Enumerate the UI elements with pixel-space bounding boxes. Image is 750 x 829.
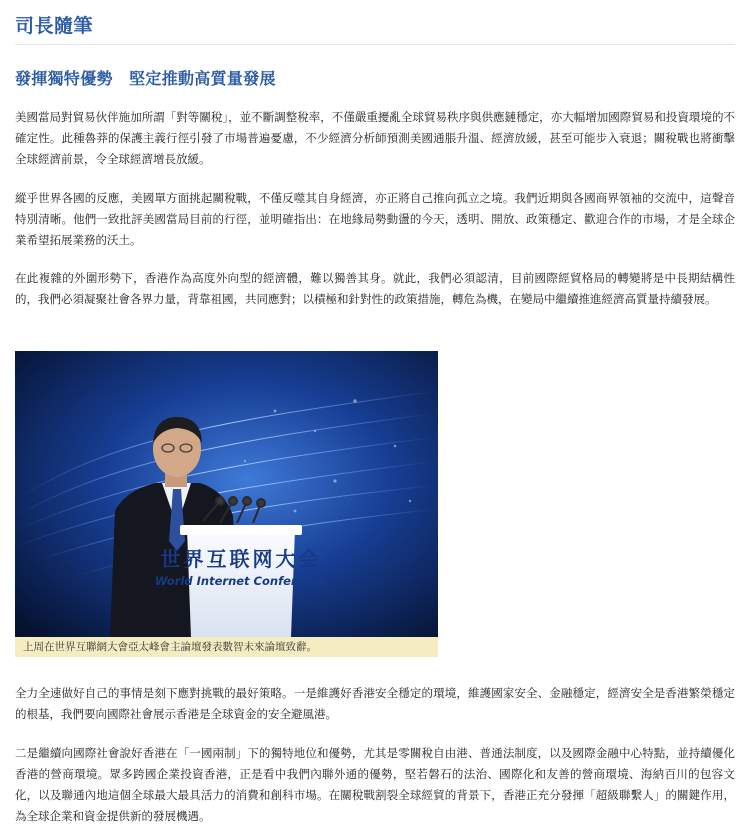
article-paragraph-3: 在此複雜的外圍形勢下，香港作為高度外向型的經濟體，難以獨善其身。就此，我們必須認清，目前國際經貿格局的轉變將是中長期結構性的，我們必須凝聚社會各界力量，背靠祖國，共同應對；以積極和針對性的政策措施，轉危為機，在變局中繼續推進經濟高質量持續發展。 xyxy=(15,271,735,306)
header-divider xyxy=(15,44,735,45)
article-paragraph-1: 美國當局對貿易伙伴施加所謂「對等關稅」，並不斷調整稅率，不僅嚴重擾亂全球貿易秩序與供應鏈穩定，亦大幅增加國際貿易和投資環境的不確定性。此種魯莽的保護主義行徑引發了市場普遍憂慮，不少經濟分析師預測美國通脹升溫、經濟放緩，甚至可能步入衰退；關稅戰也將衝擊全球經濟前景，令全球經濟增長放緩。 xyxy=(15,110,735,166)
article-paragraph-5: 二是繼續向國際社會說好香港在「一國兩制」下的獨特地位和優勢，尤其是零關稅自由港、普通法制度，以及國際金融中心特點，並持續優化香港的營商環境。眾多跨國企業投資香港，正是看中我們內聯外通的優勢，堅若磐石的法治、國際化和友善的營商環境、海納百川的包容文化，以及聯通內地這個全球最大最具活力的消費和創科市場。在關稅戰割裂全球經貿的背景下，香港正充分發揮「超級聯繫人」的關鍵作用，為全球企業和資金提供新的發展機遇。 xyxy=(15,746,735,823)
podium-text-en: World Internet Conference xyxy=(154,574,328,588)
article-photo xyxy=(15,351,438,657)
photo-caption: 上周在世界互聯網大會亞太峰會主論壇發表數智未來論壇致辭。 xyxy=(15,637,438,657)
podium-text-cn: 世界互联网大会 xyxy=(160,547,322,571)
article-title: 發揮獨特優勢 堅定推動高質量發展 xyxy=(15,69,276,88)
conference-photo xyxy=(15,351,438,637)
site-title: 司長隨筆 xyxy=(15,15,94,37)
article-paragraph-2: 縱乎世界各國的反應，美國單方面挑起關稅戰，不僅反噬其自身經濟，亦正將自己推向孤立之境。我們近期與各國商界領袖的交流中，這聲音特別清晰。他們一致批評美國當局目前的行徑，並明確指出：在地緣局勢動盪的今天，透明、開放、政策穩定、歡迎合作的市場，才是全球企業希望拓展業務的沃土。 xyxy=(15,191,735,247)
article-paragraph-4: 全力全速做好自己的事情是刻下應對挑戰的最好策略。一是維護好香港安全穩定的環境，維護國家安全、金融穩定，經濟安全是香港繁榮穩定的根基，我們要向國際社會展示香港是全球資金的安全避風港。 xyxy=(15,686,735,721)
